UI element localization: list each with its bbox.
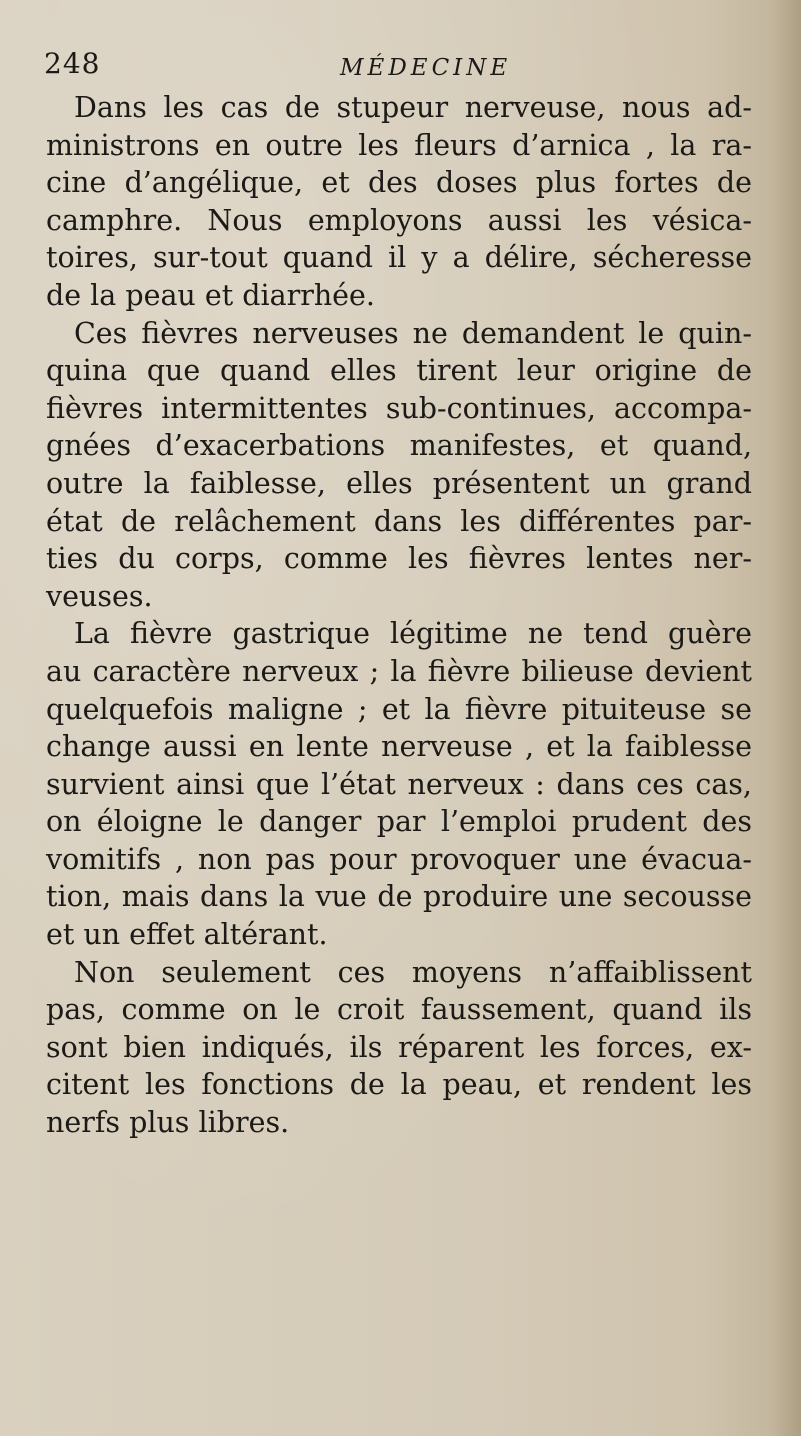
text-line: Non seulement ces moyens n’affaiblissent [74,955,752,989]
text-line: ministrons en outre les fleurs d’arnica , la ra- [46,128,752,162]
paragraph [46,615,752,953]
text-line: camphre. Nous employons aussi les vésica- [46,203,752,237]
body-text [46,89,752,1142]
paragraph [46,315,752,616]
text-line: quina que quand elles tirent leur origine de [46,354,752,388]
page-number: 248 [44,47,101,80]
text-line: sont bien indiqués, ils réparent les forces, ex- [46,1030,752,1064]
text-line: au caractère nerveux ; la fièvre bilieuse devient [46,654,752,688]
text-line: et un effet altérant. [46,918,328,952]
text-line: survient ainsi que l’état nerveux : dans ces cas, [46,767,752,801]
running-head: MÉDECINE [340,55,512,81]
text-line: Dans les cas de stupeur nerveuse, nous ad- [74,91,752,124]
text-line: quelquefois maligne ; et la fièvre pituiteuse se [46,692,752,726]
page-edge-shadow [771,0,801,1436]
text-line: vomitifs , non pas pour provoquer une évacua- [46,842,752,876]
text-line: gnées d’exacerbations manifestes, et quand, [46,429,752,463]
text-line: ties du corps, comme les fièvres lentes ner- [46,542,752,576]
text-line: état de relâchement dans les différentes par- [46,504,752,538]
text-line: citent les fonctions de la peau, et rendent les [46,1068,752,1102]
text-line: change aussi en lente nerveuse , et la faiblesse [46,730,752,764]
text-line: fièvres intermittentes sub-continues, accompa- [46,391,752,425]
text-line: Ces fièvres nerveuses ne demandent le quin- [74,316,752,350]
text-line: tion, mais dans la vue de produire une secousse [46,880,752,914]
paragraph [46,89,752,315]
text-line: toires, sur-tout quand il y a délire, sécheresse [46,241,752,275]
paragraph [46,954,752,1142]
text-line: pas, comme on le croit faussement, quand ils [46,993,752,1027]
text-line: veuses. [46,579,153,613]
text-line: outre la faiblesse, elles présentent un grand [46,466,752,500]
text-line: de la peau et diarrhée. [46,278,375,312]
text-line: La fièvre gastrique légitime ne tend guère [74,617,752,651]
text-line: cine d’angélique, et des doses plus fortes de [46,166,752,200]
text-line: nerfs plus libres. [46,1106,290,1140]
text-line: on éloigne le danger par l’emploi prudent des [46,805,752,839]
page-header [0,48,801,88]
